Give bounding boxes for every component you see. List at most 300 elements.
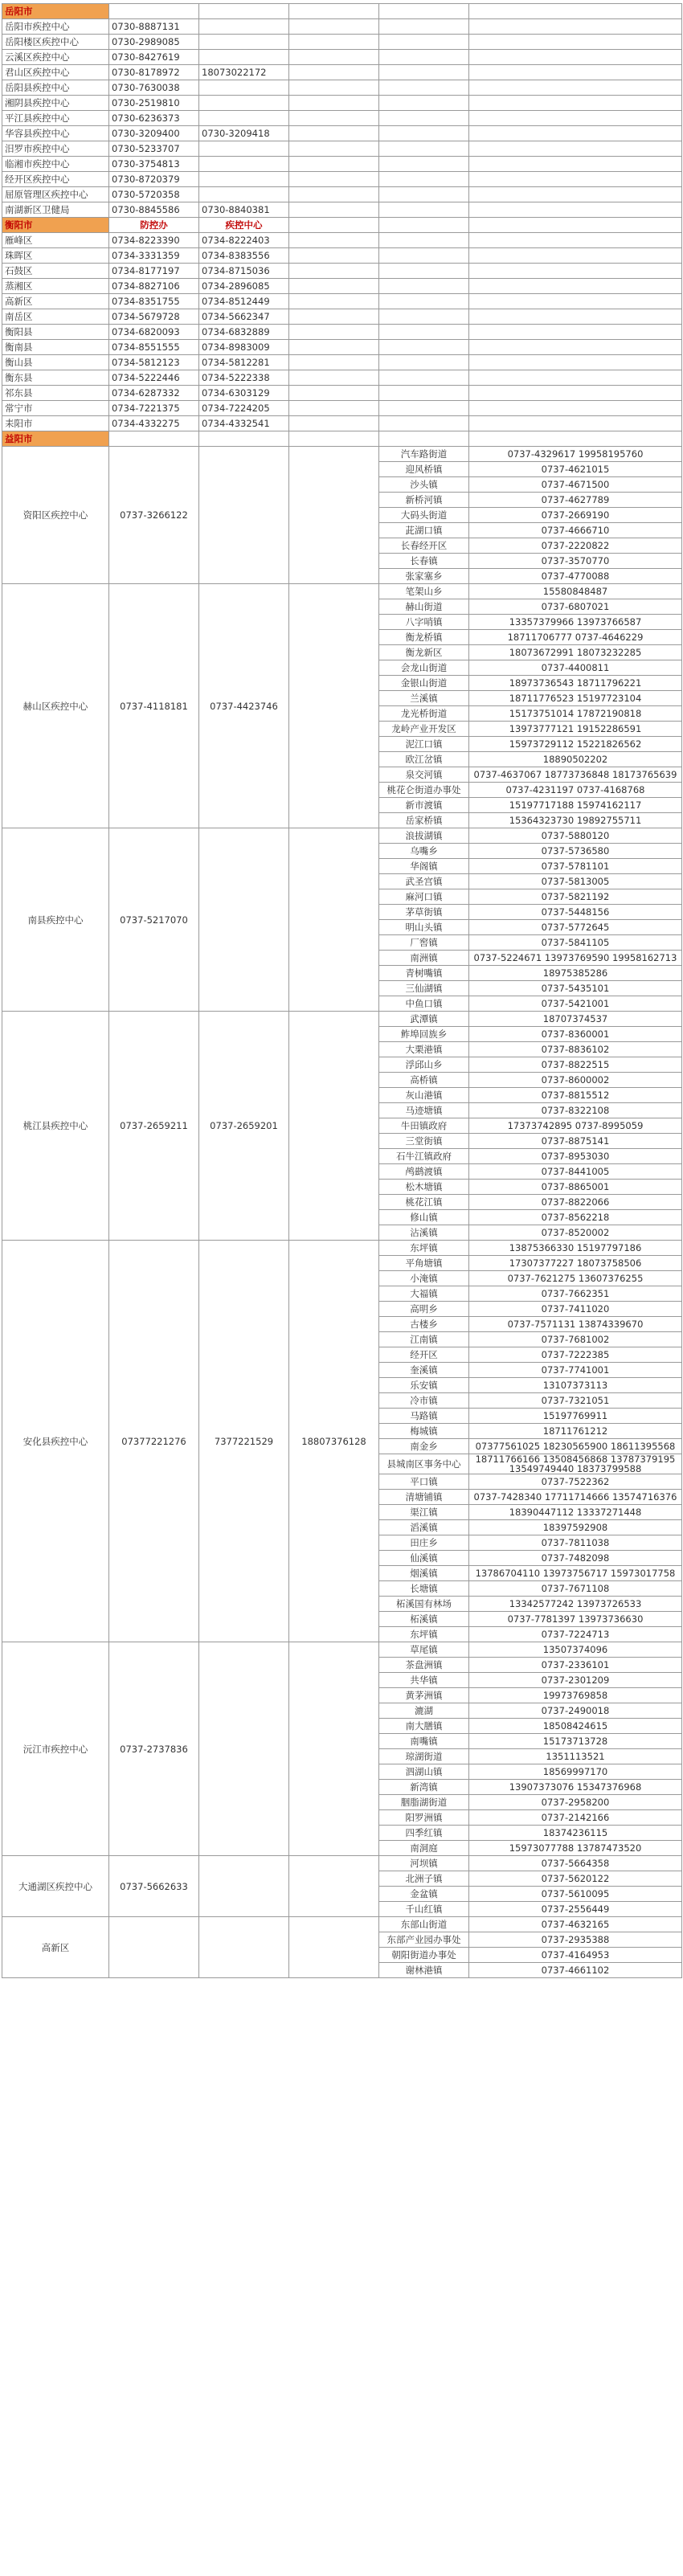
town-name: 胭脂湖街道 <box>379 1795 469 1810</box>
town-name: 共华镇 <box>379 1673 469 1688</box>
empty-cell <box>469 233 682 248</box>
phone-primary: 0730-3754813 <box>109 157 199 172</box>
city-name: 衡阳市 <box>2 218 109 233</box>
table-row <box>2 416 682 431</box>
town-phone: 0737-4164953 <box>469 1948 682 1963</box>
town-phone: 0737-5736580 <box>469 844 682 859</box>
town-name: 长塘镇 <box>379 1581 469 1597</box>
phone-primary: 0730-6236373 <box>109 111 199 126</box>
phone-primary: 0734-5222446 <box>109 370 199 386</box>
empty-cell <box>379 233 469 248</box>
town-name: 桃花仑街道办事处 <box>379 783 469 798</box>
town-phone: 0737-5772645 <box>469 920 682 935</box>
town-phone: 0737-8322108 <box>469 1103 682 1118</box>
cdc-name: 大通湖区疾控中心 <box>2 1856 109 1917</box>
town-phone: 19973769858 <box>469 1688 682 1703</box>
town-phone: 0737-8360001 <box>469 1027 682 1042</box>
town-phone: 0737-5620122 <box>469 1871 682 1887</box>
phone-secondary: 18073022172 <box>199 65 289 80</box>
empty-cell <box>379 111 469 126</box>
town-phone: 0737-7321051 <box>469 1393 682 1409</box>
empty-cell <box>379 431 469 447</box>
phone-secondary: 0734-8512449 <box>199 294 289 309</box>
empty-cell <box>289 355 379 370</box>
table-row <box>2 370 682 386</box>
town-phone: 18508424615 <box>469 1719 682 1734</box>
town-name: 明山头镇 <box>379 920 469 935</box>
phone-secondary: 0734-5222338 <box>199 370 289 386</box>
phone-secondary: 0734-8983009 <box>199 340 289 355</box>
empty-cell <box>379 248 469 264</box>
town-phone: 13107373113 <box>469 1378 682 1393</box>
phone-primary: 0730-8720379 <box>109 172 199 187</box>
town-name: 鲊埠回族乡 <box>379 1027 469 1042</box>
phone-primary: 0734-8223390 <box>109 233 199 248</box>
agency-name: 湘阴县疾控中心 <box>2 96 109 111</box>
town-name: 柘溪镇 <box>379 1612 469 1627</box>
town-phone: 0737-5224671 13973769590 19958162713 <box>469 951 682 966</box>
empty-cell <box>379 202 469 218</box>
empty-cell <box>469 294 682 309</box>
agency-name: 经开区疾控中心 <box>2 172 109 187</box>
town-phone: 0737-8953030 <box>469 1149 682 1164</box>
cdc-phone-3 <box>289 584 379 828</box>
phone-secondary: 0734-6832889 <box>199 325 289 340</box>
cdc-name: 赫山区疾控中心 <box>2 584 109 828</box>
town-phone: 0737-6807021 <box>469 599 682 615</box>
town-phone: 0737-7741001 <box>469 1363 682 1378</box>
empty-cell <box>109 4 199 19</box>
cdc-phone-3 <box>289 447 379 584</box>
empty-cell <box>289 35 379 50</box>
town-phone: 0737-8815512 <box>469 1088 682 1103</box>
empty-cell <box>379 19 469 35</box>
town-phone: 0737-8562218 <box>469 1210 682 1225</box>
cdc-phone-2: 7377221529 <box>199 1241 289 1642</box>
empty-cell <box>469 431 682 447</box>
town-name: 乌嘴乡 <box>379 844 469 859</box>
town-name: 经开区 <box>379 1347 469 1363</box>
empty-cell <box>379 141 469 157</box>
town-name: 南洞庭 <box>379 1841 469 1856</box>
empty-cell <box>289 126 379 141</box>
empty-cell <box>379 401 469 416</box>
empty-cell <box>289 4 379 19</box>
phone-primary: 0730-2519810 <box>109 96 199 111</box>
town-name: 谢林港镇 <box>379 1963 469 1978</box>
town-phone: 0737-7621275 13607376255 <box>469 1271 682 1286</box>
town-name: 千山红镇 <box>379 1902 469 1917</box>
agency-name: 耒阳市 <box>2 416 109 431</box>
table-row <box>2 584 682 599</box>
town-name: 南金乡 <box>379 1439 469 1454</box>
town-phone: 13907373076 15347376968 <box>469 1780 682 1795</box>
empty-cell <box>289 50 379 65</box>
town-name: 高明乡 <box>379 1302 469 1317</box>
town-phone: 0737-2669190 <box>469 508 682 523</box>
town-phone: 0737-2958200 <box>469 1795 682 1810</box>
table-row <box>2 233 682 248</box>
cdc-phone-3 <box>289 1642 379 1856</box>
table-row <box>2 111 682 126</box>
table-row <box>2 80 682 96</box>
town-name: 乐安镇 <box>379 1378 469 1393</box>
empty-cell <box>289 340 379 355</box>
town-name: 四季红镇 <box>379 1826 469 1841</box>
town-name: 欧江岔镇 <box>379 752 469 767</box>
phone-secondary: 0734-8715036 <box>199 264 289 279</box>
cdc-phone-2 <box>199 1642 289 1856</box>
phone-primary: 0730-2989085 <box>109 35 199 50</box>
agency-name: 珠晖区 <box>2 248 109 264</box>
empty-cell <box>379 355 469 370</box>
empty-cell <box>469 187 682 202</box>
town-phone: 18711776523 15197723104 <box>469 691 682 706</box>
cdc-name: 高新区 <box>2 1917 109 1978</box>
town-name: 迎风桥镇 <box>379 462 469 477</box>
empty-cell <box>289 386 379 401</box>
town-name: 龙岭产业开发区 <box>379 722 469 737</box>
cdc-phone-1: 07377221276 <box>109 1241 199 1642</box>
town-phone: 0737-8836102 <box>469 1042 682 1057</box>
empty-cell <box>379 80 469 96</box>
cdc-name: 桃江县疾控中心 <box>2 1012 109 1241</box>
town-name: 桃花江镇 <box>379 1195 469 1210</box>
town-name: 华阁镇 <box>379 859 469 874</box>
town-name: 新湾镇 <box>379 1780 469 1795</box>
town-phone: 13973777121 19152286591 <box>469 722 682 737</box>
town-name: 沾溪镇 <box>379 1225 469 1241</box>
cdc-phone-1: 0737-4118181 <box>109 584 199 828</box>
agency-name: 君山区疾控中心 <box>2 65 109 80</box>
town-phone: 13357379966 13973766587 <box>469 615 682 630</box>
town-phone: 18711766166 13508456868 13787379195 13549749440 18373799588 <box>469 1454 682 1474</box>
cdc-phone-2: 0737-4423746 <box>199 584 289 828</box>
table-row <box>2 309 682 325</box>
town-name: 泗湖山镇 <box>379 1764 469 1780</box>
town-phone: 18374236115 <box>469 1826 682 1841</box>
town-name: 大福镇 <box>379 1286 469 1302</box>
town-phone: 0737-5664358 <box>469 1856 682 1871</box>
empty-cell <box>469 279 682 294</box>
table-row <box>2 294 682 309</box>
agency-name: 蒸湘区 <box>2 279 109 294</box>
cdc-name: 南县疾控中心 <box>2 828 109 1012</box>
table-row <box>2 50 682 65</box>
town-name: 东坪镇 <box>379 1241 469 1256</box>
empty-cell <box>469 309 682 325</box>
town-name: 北洲子镇 <box>379 1871 469 1887</box>
town-phone: 0737-7662351 <box>469 1286 682 1302</box>
cdc-phone-1: 0737-2659211 <box>109 1012 199 1241</box>
empty-cell <box>469 202 682 218</box>
empty-cell <box>289 431 379 447</box>
table-row <box>2 126 682 141</box>
phone-primary: 0730-5233707 <box>109 141 199 157</box>
town-name: 金银山街道 <box>379 676 469 691</box>
empty-cell <box>289 111 379 126</box>
town-name: 漉湖 <box>379 1703 469 1719</box>
empty-cell <box>289 416 379 431</box>
phone-secondary: 0734-5662347 <box>199 309 289 325</box>
town-name: 灰山港镇 <box>379 1088 469 1103</box>
cdc-phone-3 <box>289 1856 379 1917</box>
town-phone: 07377561025 18230565900 18611395568 <box>469 1439 682 1454</box>
town-phone: 0737-2935388 <box>469 1932 682 1948</box>
phone-secondary: 0730-3209418 <box>199 126 289 141</box>
phone-primary: 0734-6287332 <box>109 386 199 401</box>
phone-secondary <box>199 187 289 202</box>
table-row <box>2 447 682 462</box>
town-phone: 0737-7681002 <box>469 1332 682 1347</box>
empty-cell <box>289 141 379 157</box>
town-name: 修山镇 <box>379 1210 469 1225</box>
agency-name: 雁峰区 <box>2 233 109 248</box>
agency-name: 汨罗市疾控中心 <box>2 141 109 157</box>
empty-cell <box>379 370 469 386</box>
town-name: 梅城镇 <box>379 1424 469 1439</box>
cdc-phone-3 <box>289 1917 379 1978</box>
empty-cell <box>469 4 682 19</box>
town-name: 阳罗洲镇 <box>379 1810 469 1826</box>
town-name: 中鱼口镇 <box>379 996 469 1012</box>
empty-cell <box>379 279 469 294</box>
town-phone: 0737-5421001 <box>469 996 682 1012</box>
town-phone: 13342577242 13973726533 <box>469 1597 682 1612</box>
town-name: 泥江口镇 <box>379 737 469 752</box>
table-row <box>2 96 682 111</box>
town-name: 厂窖镇 <box>379 935 469 951</box>
town-phone: 0737-7671108 <box>469 1581 682 1597</box>
empty-cell <box>469 370 682 386</box>
empty-cell <box>199 4 289 19</box>
town-name: 三仙湖镇 <box>379 981 469 996</box>
town-phone: 0737-2490018 <box>469 1703 682 1719</box>
town-phone: 0737-4329617 19958195760 <box>469 447 682 462</box>
town-name: 衡龙新区 <box>379 645 469 660</box>
agency-name: 祁东县 <box>2 386 109 401</box>
phone-secondary: 0734-8383556 <box>199 248 289 264</box>
table-row <box>2 1241 682 1256</box>
town-name: 东坪镇 <box>379 1627 469 1642</box>
town-name: 烟溪镇 <box>379 1566 469 1581</box>
town-name: 岳家桥镇 <box>379 813 469 828</box>
town-phone: 0737-2220822 <box>469 538 682 554</box>
phone-primary: 0734-6820093 <box>109 325 199 340</box>
town-name: 奎溪镇 <box>379 1363 469 1378</box>
town-name: 牛田镇政府 <box>379 1118 469 1134</box>
town-name: 渠江镇 <box>379 1505 469 1520</box>
phone-primary: 0734-3331359 <box>109 248 199 264</box>
cdc-phone-2 <box>199 828 289 1012</box>
agency-name: 衡山县 <box>2 355 109 370</box>
phone-primary: 0734-8177197 <box>109 264 199 279</box>
town-phone: 18975385286 <box>469 966 682 981</box>
empty-cell <box>289 19 379 35</box>
town-phone: 0737-5880120 <box>469 828 682 844</box>
town-phone: 0737-5781101 <box>469 859 682 874</box>
town-phone: 0737-7222385 <box>469 1347 682 1363</box>
town-name: 草尾镇 <box>379 1642 469 1658</box>
empty-cell <box>469 96 682 111</box>
column-header: 防控办 <box>109 218 199 233</box>
phone-secondary: 0734-2896085 <box>199 279 289 294</box>
phone-secondary <box>199 19 289 35</box>
table-row <box>2 325 682 340</box>
cdc-phone-3 <box>289 1012 379 1241</box>
town-phone: 0737-8822515 <box>469 1057 682 1073</box>
table-row <box>2 157 682 172</box>
agency-name: 屈原管理区疾控中心 <box>2 187 109 202</box>
empty-cell <box>289 187 379 202</box>
empty-cell <box>469 141 682 157</box>
town-name: 会龙山街道 <box>379 660 469 676</box>
phone-primary: 0730-5720358 <box>109 187 199 202</box>
empty-cell <box>469 19 682 35</box>
empty-cell <box>469 264 682 279</box>
town-name: 石牛江镇政府 <box>379 1149 469 1164</box>
phone-secondary: 0730-8840381 <box>199 202 289 218</box>
town-phone: 15197769911 <box>469 1409 682 1424</box>
town-name: 茅草街镇 <box>379 905 469 920</box>
town-name: 松木塘镇 <box>379 1180 469 1195</box>
town-name: 长春镇 <box>379 554 469 569</box>
empty-cell <box>289 325 379 340</box>
table-row <box>2 65 682 80</box>
table-row <box>2 264 682 279</box>
empty-cell <box>379 340 469 355</box>
town-name: 古楼乡 <box>379 1317 469 1332</box>
table-row <box>2 1917 682 1932</box>
table-row <box>2 386 682 401</box>
table-row <box>2 401 682 416</box>
phone-primary: 0730-7630038 <box>109 80 199 96</box>
phone-secondary: 0734-4332541 <box>199 416 289 431</box>
phone-secondary <box>199 111 289 126</box>
city-name: 岳阳市 <box>2 4 109 19</box>
empty-cell <box>289 309 379 325</box>
town-phone: 0737-2556449 <box>469 1902 682 1917</box>
town-phone: 0737-7482098 <box>469 1551 682 1566</box>
town-phone: 0737-4627789 <box>469 493 682 508</box>
town-name: 柘溪国有林场 <box>379 1597 469 1612</box>
town-phone: 15580848487 <box>469 584 682 599</box>
town-phone: 0737-8875141 <box>469 1134 682 1149</box>
town-phone: 0737-3570770 <box>469 554 682 569</box>
phone-primary: 0730-8178972 <box>109 65 199 80</box>
phone-primary: 0730-3209400 <box>109 126 199 141</box>
empty-cell <box>289 80 379 96</box>
town-phone: 18569997170 <box>469 1764 682 1780</box>
table-row <box>2 35 682 50</box>
town-phone: 15197717188 15974162117 <box>469 798 682 813</box>
town-phone: 0737-8822066 <box>469 1195 682 1210</box>
town-phone: 0737-4661102 <box>469 1963 682 1978</box>
phone-secondary: 0734-6303129 <box>199 386 289 401</box>
empty-cell <box>469 248 682 264</box>
cdc-phone-1: 0737-5662633 <box>109 1856 199 1917</box>
empty-cell <box>379 96 469 111</box>
town-phone: 18073672991 18073232285 <box>469 645 682 660</box>
phone-primary: 0734-8351755 <box>109 294 199 309</box>
town-phone: 17307377227 18073758506 <box>469 1256 682 1271</box>
empty-cell <box>379 172 469 187</box>
town-name: 沙头镇 <box>379 477 469 493</box>
empty-cell <box>469 218 682 233</box>
town-phone: 0737-5841105 <box>469 935 682 951</box>
town-phone: 0737-5435101 <box>469 981 682 996</box>
empty-cell <box>289 218 379 233</box>
empty-cell <box>289 279 379 294</box>
agency-name: 岳阳楼区疾控中心 <box>2 35 109 50</box>
empty-cell <box>469 386 682 401</box>
agency-name: 衡东县 <box>2 370 109 386</box>
cdc-phone-1: 0737-3266122 <box>109 447 199 584</box>
empty-cell <box>379 50 469 65</box>
cdc-contact-table <box>2 3 682 1978</box>
empty-cell <box>469 80 682 96</box>
town-name: 黄茅洲镇 <box>379 1688 469 1703</box>
phone-secondary <box>199 80 289 96</box>
empty-cell <box>469 126 682 141</box>
town-phone: 0737-2301209 <box>469 1673 682 1688</box>
agency-name: 石鼓区 <box>2 264 109 279</box>
empty-cell <box>469 35 682 50</box>
town-phone: 1351113521 <box>469 1749 682 1764</box>
town-phone: 18390447112 13337271448 <box>469 1505 682 1520</box>
town-phone: 15973729112 15221826562 <box>469 737 682 752</box>
town-phone: 0737-4671500 <box>469 477 682 493</box>
empty-cell <box>469 340 682 355</box>
phone-secondary <box>199 96 289 111</box>
town-name: 长春经开区 <box>379 538 469 554</box>
town-phone: 15973077788 13787473520 <box>469 1841 682 1856</box>
town-phone: 0737-7571131 13874339670 <box>469 1317 682 1332</box>
phone-primary: 0734-4332275 <box>109 416 199 431</box>
town-name: 三堂街镇 <box>379 1134 469 1149</box>
empty-cell <box>289 233 379 248</box>
table-row <box>2 19 682 35</box>
town-phone: 0737-4666710 <box>469 523 682 538</box>
empty-cell <box>379 126 469 141</box>
town-name: 青树嘴镇 <box>379 966 469 981</box>
empty-cell <box>469 172 682 187</box>
town-name: 赫山街道 <box>379 599 469 615</box>
phone-primary: 0730-8845586 <box>109 202 199 218</box>
phone-secondary <box>199 172 289 187</box>
town-phone: 0737-4621015 <box>469 462 682 477</box>
empty-cell <box>289 157 379 172</box>
empty-cell <box>469 355 682 370</box>
cdc-phone-2 <box>199 447 289 584</box>
agency-name: 南岳区 <box>2 309 109 325</box>
town-phone: 0737-4400811 <box>469 660 682 676</box>
phone-primary: 0734-7221375 <box>109 401 199 416</box>
empty-cell <box>469 157 682 172</box>
town-name: 田庄乡 <box>379 1535 469 1551</box>
city-name: 益阳市 <box>2 431 109 447</box>
town-phone: 0737-5610095 <box>469 1887 682 1902</box>
city-header-row <box>2 4 682 19</box>
cdc-name: 安化县疾控中心 <box>2 1241 109 1642</box>
town-phone: 0737-5821192 <box>469 889 682 905</box>
town-phone: 13875366330 15197797186 <box>469 1241 682 1256</box>
cdc-name: 资阳区疾控中心 <box>2 447 109 584</box>
town-name: 马迹塘镇 <box>379 1103 469 1118</box>
town-phone: 13786704110 13973756717 15973017758 <box>469 1566 682 1581</box>
town-name: 麻河口镇 <box>379 889 469 905</box>
town-name: 江南镇 <box>379 1332 469 1347</box>
